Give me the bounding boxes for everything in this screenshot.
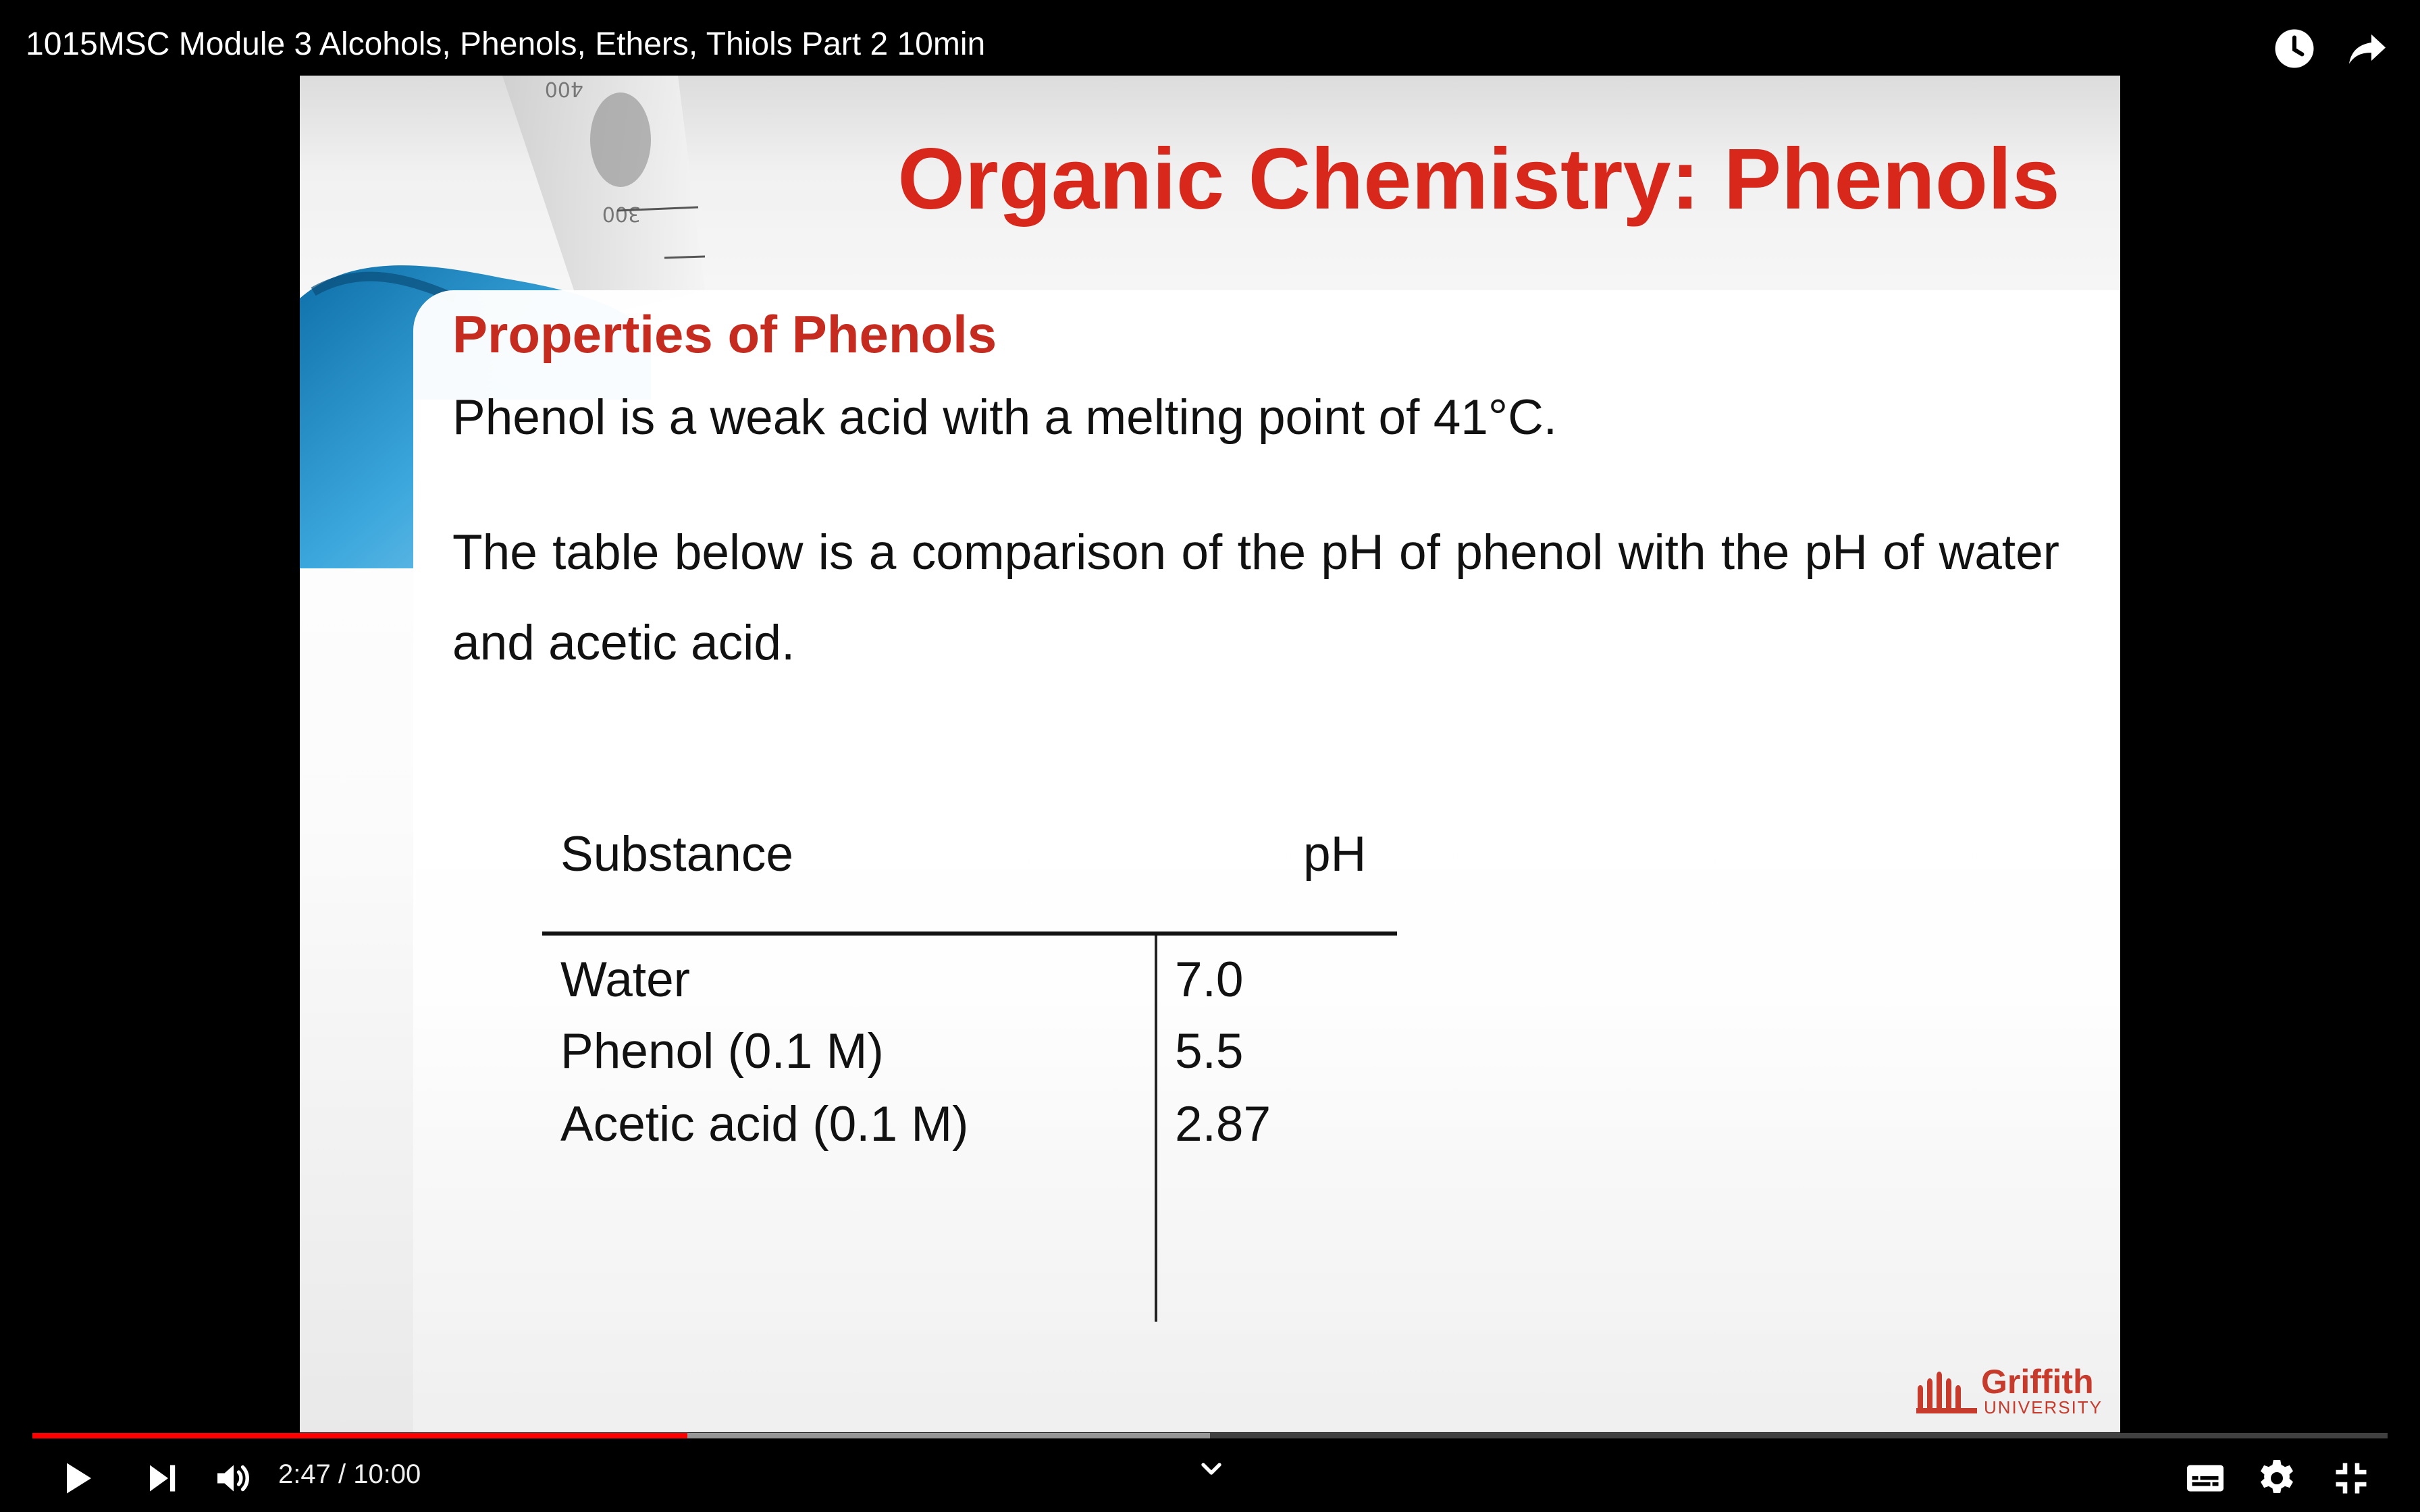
play-icon bbox=[53, 1454, 101, 1503]
exit-fullscreen-button[interactable] bbox=[2327, 1454, 2375, 1503]
exit-fullscreen-icon bbox=[2327, 1454, 2375, 1503]
share-button[interactable] bbox=[2343, 24, 2392, 73]
title-bar bbox=[0, 0, 2420, 74]
play-button[interactable] bbox=[53, 1454, 101, 1503]
slide-title: Organic Chemistry: Phenols bbox=[897, 131, 2060, 227]
table-cell-ph: 5.5 bbox=[1175, 1024, 1244, 1079]
clock-icon bbox=[2270, 24, 2319, 73]
griffith-logo bbox=[1916, 1362, 2119, 1419]
table-cell-ph: 7.0 bbox=[1175, 952, 1244, 1007]
next-button[interactable] bbox=[138, 1454, 186, 1503]
progress-played bbox=[32, 1433, 687, 1438]
logo-wordmark: Griffith bbox=[1981, 1363, 2094, 1401]
table-cell-substance: Acetic acid (0.1 M) bbox=[560, 1097, 969, 1152]
logo-subtitle: UNIVERSITY bbox=[1984, 1397, 2103, 1418]
chapter-expand-button[interactable] bbox=[1187, 1444, 1236, 1493]
subtitles-button[interactable] bbox=[2181, 1454, 2230, 1503]
paragraph-comparison: The table below is a comparison of the pH of phenol with the pH of water and acetic acid. bbox=[452, 525, 2059, 670]
volume-icon bbox=[209, 1454, 258, 1503]
subtitles-icon bbox=[2181, 1454, 2230, 1503]
gear-icon bbox=[2253, 1454, 2301, 1503]
table-column-divider bbox=[1155, 936, 1157, 1322]
watch-later-button[interactable] bbox=[2270, 24, 2319, 73]
section-heading: Properties of Phenols bbox=[452, 304, 997, 364]
svg-text:400: 400 bbox=[544, 77, 583, 101]
table-cell-substance: Water bbox=[560, 952, 690, 1007]
griffith-emblem-icon bbox=[1916, 1369, 1978, 1413]
volume-button[interactable] bbox=[209, 1454, 258, 1503]
share-arrow-icon bbox=[2343, 24, 2392, 73]
time-display: 2:47 / 10:00 bbox=[278, 1459, 421, 1489]
table-cell-ph: 2.87 bbox=[1175, 1097, 1271, 1152]
svg-text:300: 300 bbox=[602, 202, 641, 225]
settings-button[interactable] bbox=[2253, 1454, 2301, 1503]
table-header-divider bbox=[542, 932, 1397, 936]
control-bar bbox=[0, 1444, 2420, 1512]
progress-bar[interactable] bbox=[32, 1433, 2388, 1438]
next-icon bbox=[138, 1454, 186, 1503]
table-cell-substance: Phenol (0.1 M) bbox=[560, 1024, 884, 1079]
chevron-down-icon bbox=[1187, 1444, 1236, 1493]
slide bbox=[300, 76, 2120, 1432]
table-header-substance: Substance bbox=[560, 827, 793, 882]
paragraph-melting-point: Phenol is a weak acid with a melting point of 41°C. bbox=[452, 390, 1558, 445]
video-title[interactable]: 1015MSC Module 3 Alcohols, Phenols, Ethers, Thiols Part 2 10min bbox=[26, 26, 986, 62]
table-header-ph: pH bbox=[1303, 827, 1367, 882]
